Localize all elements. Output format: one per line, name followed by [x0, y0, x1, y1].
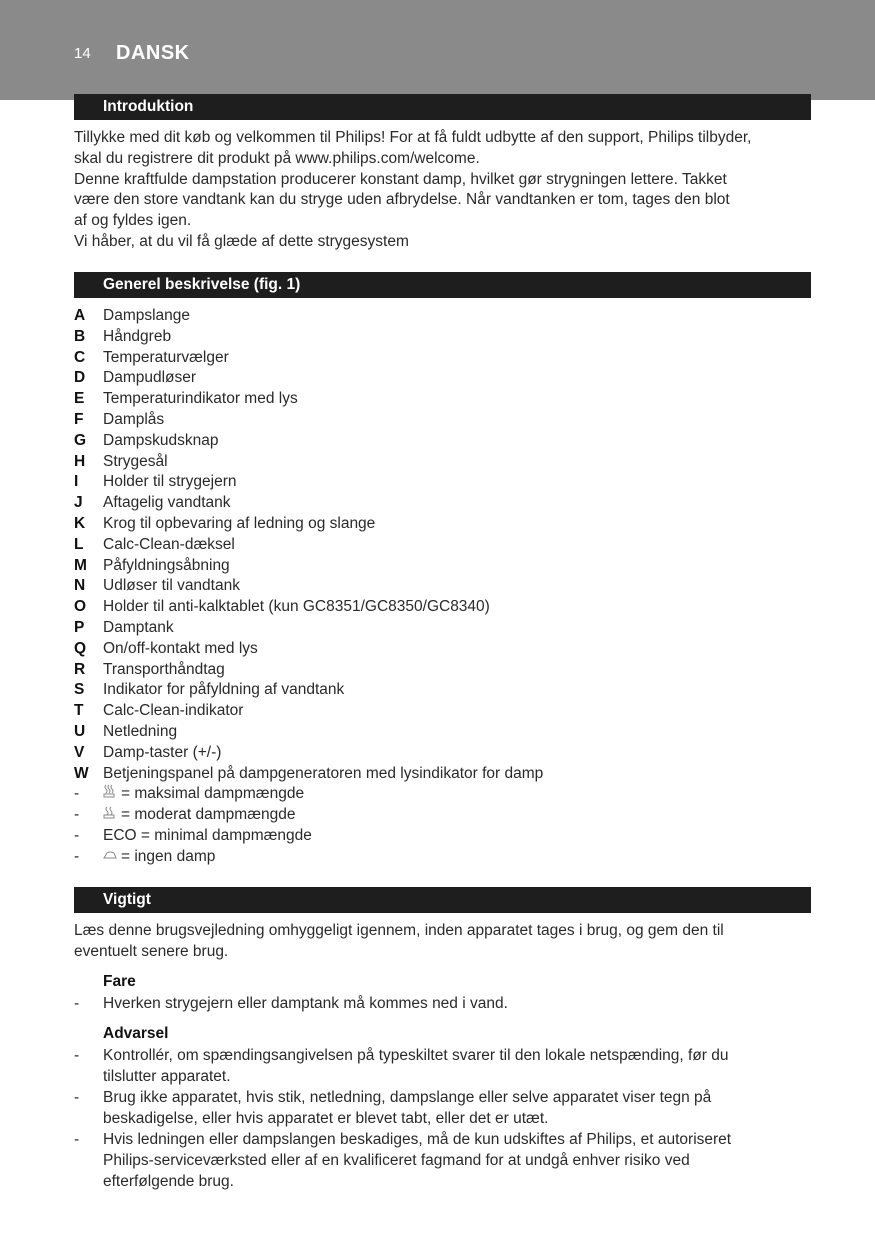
item-letter: O — [74, 598, 87, 616]
item-text: Damptank — [103, 618, 174, 636]
list-item — [74, 764, 814, 785]
item-letter: U — [74, 722, 86, 740]
text-line: efterfølgende brug. — [103, 1172, 234, 1190]
sub-list-item — [74, 826, 814, 847]
sub-list-item — [74, 805, 814, 826]
item-text: = ingen damp — [121, 847, 216, 865]
danger-heading: Fare — [103, 973, 136, 990]
item-letter: W — [74, 764, 89, 782]
dash: - — [74, 847, 80, 865]
text-line: af og fyldes igen. — [74, 212, 192, 230]
parts-list — [74, 306, 814, 868]
item-letter: F — [74, 410, 84, 428]
item-letter: Q — [74, 639, 87, 657]
intro-paragraph — [74, 128, 814, 253]
text-line: Brug ikke apparatet, hvis stik, netledning, dampslange eller selve apparatet viser tegn på — [103, 1089, 712, 1106]
list-item — [74, 472, 814, 493]
item-text: Påfyldningsåbning — [103, 556, 230, 574]
dash: - — [74, 826, 80, 844]
section-title: Vigtigt — [103, 891, 151, 908]
text-line: Tillykke med dit køb og velkommen til Philips! For at få fuldt udbytte af den support, Philips tilbyder, — [74, 129, 752, 146]
item-letter: T — [74, 702, 84, 720]
list-item — [74, 514, 814, 535]
moderate-steam-icon — [103, 805, 121, 826]
max-steam-icon — [103, 784, 121, 805]
item-text: Udløser til vandtank — [103, 577, 240, 595]
dash: - — [74, 785, 80, 803]
warning-heading: Advarsel — [103, 1025, 169, 1042]
text-line: Vi håber, at du vil få glæde af dette strygesystem — [74, 232, 409, 250]
item-text: Indikator for påfyldning af vandtank — [103, 681, 345, 699]
item-text: ECO = minimal dampmængde — [103, 826, 312, 844]
item-text: Dampskudsknap — [103, 431, 219, 449]
list-item — [74, 327, 814, 348]
section-bar-introduktion — [74, 94, 811, 120]
item-text: Temperaturindikator med lys — [103, 390, 298, 408]
item-letter: M — [74, 556, 87, 574]
item-letter: H — [74, 452, 86, 470]
page-number: 14 — [74, 45, 91, 62]
item-text: Netledning — [103, 722, 178, 740]
item-letter: A — [74, 307, 86, 324]
item-letter: P — [74, 618, 85, 636]
item-text: Damplås — [103, 410, 165, 428]
text-line: være den store vandtank kan du stryge uden afbrydelse. Når vandtanken er tom, tages den blot — [74, 191, 730, 209]
item-letter: R — [74, 660, 86, 678]
text-line: Læs denne brugsvejledning omhyggeligt igennem, inden apparatet tages i brug, og gem den til — [74, 922, 724, 939]
item-text: On/off-kontakt med lys — [103, 639, 258, 657]
list-item — [74, 306, 814, 327]
item-letter: V — [74, 743, 85, 761]
list-item — [74, 348, 814, 369]
item-letter: L — [74, 535, 84, 553]
item-letter: I — [74, 473, 79, 491]
item-letter: C — [74, 348, 86, 366]
dash: - — [74, 995, 80, 1012]
item-letter: S — [74, 681, 85, 699]
no-steam-icon — [103, 847, 121, 868]
section-bar-generel-beskrivelse — [74, 272, 811, 298]
list-item — [74, 618, 814, 639]
section-title: Introduktion — [103, 98, 194, 115]
list-item — [74, 493, 814, 514]
important-intro — [74, 921, 814, 963]
item-text: Holder til strygejern — [103, 473, 237, 491]
list-item — [74, 680, 814, 701]
item-text: Strygesål — [103, 452, 168, 470]
text-line: Denne kraftfulde dampstation producerer konstant damp, hvilket gør strygningen lettere. Takket — [74, 170, 727, 188]
item-text: Damp-taster (+/-) — [103, 743, 222, 761]
item-letter: G — [74, 431, 87, 449]
text-line: eventuelt senere brug. — [74, 942, 229, 960]
item-text: Holder til anti-kalktablet (kun GC8351/GC8350/GC8340) — [103, 598, 490, 616]
item-text: Aftagelig vandtank — [103, 494, 231, 512]
item-text: Transporthåndtag — [103, 660, 225, 678]
item-text: Dampudløser — [103, 369, 197, 387]
list-item — [74, 597, 814, 618]
text-line: Hvis ledningen eller dampslangen beskadiges, må de kun udskiftes af Philips, et autoriseret — [103, 1131, 732, 1148]
list-item — [74, 410, 814, 431]
item-text: Calc-Clean-dæksel — [103, 535, 235, 553]
language-heading: DANSK — [116, 42, 190, 64]
list-item — [74, 639, 814, 660]
item-letter: J — [74, 494, 83, 512]
list-item — [74, 722, 814, 743]
list-item — [74, 431, 814, 452]
dash: - — [74, 806, 80, 824]
item-text: Håndgreb — [103, 327, 172, 345]
text-line: beskadigelse, eller hvis apparatet er blevet tabt, eller det er utæt. — [103, 1109, 549, 1127]
text-line: tilslutter apparatet. — [103, 1067, 231, 1085]
text-line: skal du registrere dit produkt på www.philips.com/welcome. — [74, 149, 480, 167]
list-item — [74, 743, 814, 764]
section-bar-vigtigt — [74, 887, 811, 913]
item-text: Temperaturvælger — [103, 348, 229, 366]
item-letter: N — [74, 577, 86, 595]
dash: - — [74, 1047, 80, 1064]
item-text: Krog til opbevaring af ledning og slange — [103, 514, 376, 532]
dash: - — [74, 1131, 80, 1148]
sub-list-item — [74, 784, 814, 805]
item-text: = maksimal dampmængde — [121, 785, 305, 803]
list-item — [74, 576, 814, 597]
text-line: Philips-serviceværksted eller af en kvalificeret fagmand for at undgå enhver risiko ved — [103, 1151, 690, 1169]
item-text: = moderat dampmængde — [121, 806, 296, 824]
item-letter: B — [74, 327, 86, 345]
list-item — [74, 452, 814, 473]
sub-list-item — [74, 847, 814, 868]
list-item — [74, 660, 814, 681]
text-line: Kontrollér, om spændingsangivelsen på typeskiltet svarer til den lokale netspænding, før du — [103, 1047, 729, 1064]
list-item — [74, 556, 814, 577]
list-item — [74, 535, 814, 556]
list-item — [74, 389, 814, 410]
list-item — [74, 701, 814, 722]
text-line: Hverken strygejern eller damptank må kommes ned i vand. — [103, 995, 508, 1012]
item-letter: K — [74, 514, 86, 532]
item-text: Betjeningspanel på dampgeneratoren med lysindikator for damp — [103, 764, 544, 782]
list-item — [74, 368, 814, 389]
item-letter: D — [74, 369, 86, 387]
item-text: Dampslange — [103, 307, 191, 324]
dash: - — [74, 1089, 80, 1106]
item-letter: E — [74, 390, 85, 408]
item-text: Calc-Clean-indikator — [103, 702, 244, 720]
section-title: Generel beskrivelse (fig. 1) — [103, 276, 301, 293]
